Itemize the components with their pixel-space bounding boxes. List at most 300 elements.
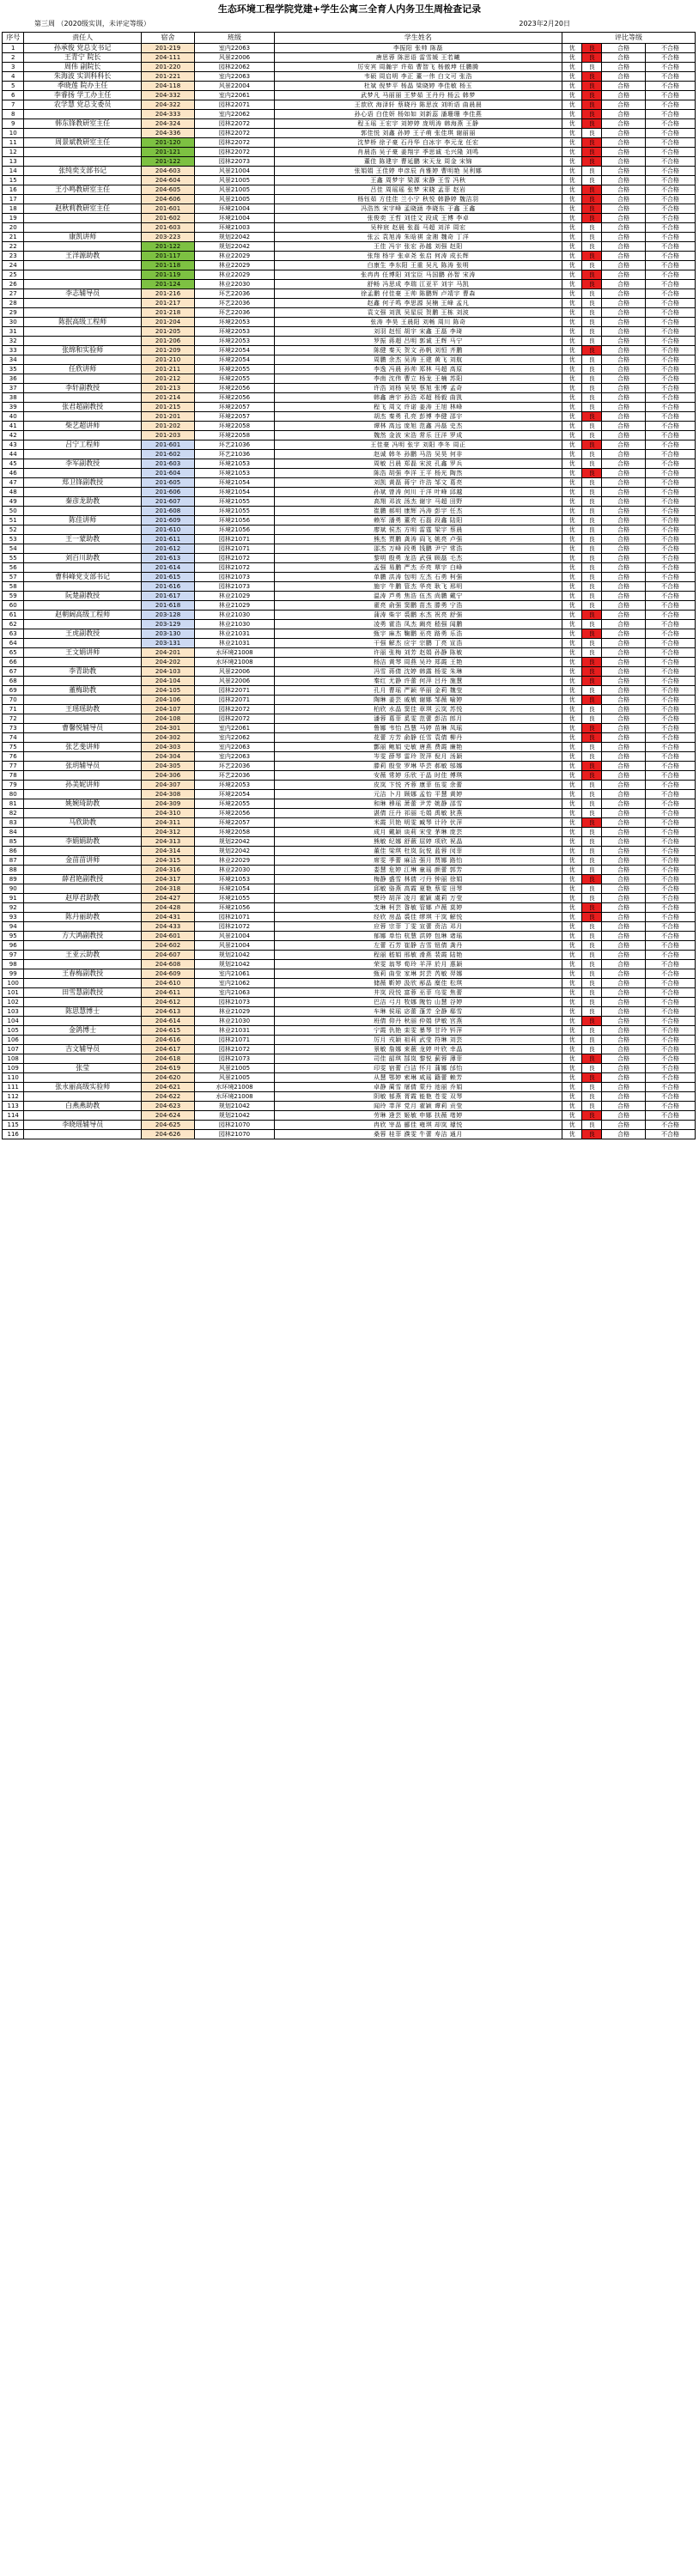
- student-names: 席雯 季蕾 麻洁 强月 贾娜 路怡: [274, 856, 562, 866]
- responsible-person: [24, 1130, 141, 1139]
- rating-liang: 良: [582, 167, 602, 176]
- table-row: [3, 856, 696, 866]
- rating-hege: 合格: [602, 289, 646, 299]
- row-number: 44: [3, 450, 24, 459]
- rating-buhege: 不合格: [646, 696, 696, 705]
- rating-hege: 合格: [602, 913, 646, 922]
- student-names: 车琳 侯瑶 宓蕾 蓬芳 全静 郗雪: [274, 1007, 562, 1017]
- responsible-person: [24, 884, 141, 894]
- rating-you: 优: [562, 100, 582, 110]
- table-row: [3, 516, 696, 526]
- table-row: [3, 563, 696, 573]
- dorm-room: 201-204: [141, 318, 194, 327]
- rating-buhege: 不合格: [646, 119, 696, 129]
- responsible-person: 王一蒙助教: [24, 535, 141, 544]
- dorm-room: 204-607: [141, 951, 194, 960]
- rating-liang: 良: [582, 705, 602, 714]
- table-row: [3, 346, 696, 355]
- class-name: 园林22062: [195, 63, 274, 72]
- rating-liang: 良: [582, 601, 602, 611]
- student-names: 阴敏 郁燕 胥霞 能艳 苍雯 双琴: [274, 1092, 562, 1102]
- class-name: 环艺22036: [195, 762, 274, 771]
- rating-buhege: 不合格: [646, 686, 696, 696]
- inspection-table: [2, 32, 696, 1139]
- rating-hege: 合格: [602, 941, 646, 951]
- dorm-room: 204-428: [141, 903, 194, 913]
- student-names: 冯雪 蒋倩 沈婷 韩露 杨雯 朱琳: [274, 667, 562, 677]
- table-header-row: [3, 33, 696, 44]
- rating-you: 优: [562, 167, 582, 176]
- rating-liang: 良: [582, 1102, 602, 1111]
- student-names: 舒畅 冯思成 李瑞 江亚平 刘宇 马凯: [274, 280, 562, 289]
- responsible-person: 王瑶瑶助教: [24, 705, 141, 714]
- rating-buhege: 不合格: [646, 167, 696, 176]
- rating-you: 优: [562, 894, 582, 903]
- rating-you: 优: [562, 384, 582, 393]
- responsible-person: 王洋源助教: [24, 252, 141, 261]
- rating-buhege: 不合格: [646, 384, 696, 393]
- class-name: 林业21030: [195, 1017, 274, 1026]
- rating-liang: 良: [582, 450, 602, 459]
- rating-buhege: 不合格: [646, 327, 696, 337]
- rating-liang: 良: [582, 941, 602, 951]
- student-names: 宁霞 仇艳 栾雯 暴琴 甘玲 钭萍: [274, 1026, 562, 1036]
- dorm-room: 201-202: [141, 422, 194, 431]
- row-number: 22: [3, 242, 24, 252]
- rating-hege: 合格: [602, 969, 646, 979]
- rating-liang: 良: [582, 497, 602, 507]
- row-number: 99: [3, 969, 24, 979]
- rating-you: 优: [562, 781, 582, 790]
- table-row: [3, 459, 696, 469]
- rating-buhege: 不合格: [646, 488, 696, 497]
- responsible-person: 朱海波 实训科科长: [24, 72, 141, 82]
- rating-hege: 合格: [602, 318, 646, 327]
- rating-you: 优: [562, 440, 582, 450]
- table-row: [3, 554, 696, 563]
- rating-liang: 良: [582, 507, 602, 516]
- responsible-person: 王文娟讲师: [24, 648, 141, 658]
- row-number: 11: [3, 138, 24, 148]
- row-number: 108: [3, 1054, 24, 1064]
- rating-you: 优: [562, 639, 582, 648]
- rating-hege: 合格: [602, 526, 646, 535]
- rating-hege: 合格: [602, 53, 646, 63]
- row-number: 48: [3, 488, 24, 497]
- rating-buhege: 不合格: [646, 100, 696, 110]
- class-name: 林业22030: [195, 280, 274, 289]
- dorm-room: 204-618: [141, 1054, 194, 1064]
- rating-liang: 良: [582, 611, 602, 620]
- rating-hege: 合格: [602, 790, 646, 799]
- rating-hege: 合格: [602, 922, 646, 932]
- class-name: 环境22055: [195, 374, 274, 384]
- rating-you: 优: [562, 979, 582, 988]
- header-no: 序号: [3, 33, 24, 44]
- dorm-room: 204-604: [141, 176, 194, 185]
- class-name: 园林21073: [195, 582, 274, 592]
- class-name: 园林21070: [195, 1130, 274, 1139]
- student-names: 樊玲 胡萍 凌月 霍颖 虞莉 万莹: [274, 894, 562, 903]
- rating-liang: 良: [582, 242, 602, 252]
- table-row: [3, 1102, 696, 1111]
- row-number: 23: [3, 252, 24, 261]
- dorm-room: 201-220: [141, 63, 194, 72]
- row-number: 80: [3, 790, 24, 799]
- row-number: 38: [3, 393, 24, 403]
- rating-liang: 良: [582, 91, 602, 100]
- rating-liang: 良: [582, 53, 602, 63]
- row-number: 32: [3, 337, 24, 346]
- rating-buhege: 不合格: [646, 611, 696, 620]
- rating-hege: 合格: [602, 1102, 646, 1111]
- row-number: 114: [3, 1111, 24, 1121]
- row-number: 56: [3, 563, 24, 573]
- row-number: 103: [3, 1007, 24, 1017]
- table-row: [3, 1036, 696, 1045]
- student-names: 唐思蓉 陈思语 雷雪媛 王若曦: [274, 53, 562, 63]
- rating-you: 优: [562, 554, 582, 563]
- rating-hege: 合格: [602, 497, 646, 507]
- student-names: 张娟娟 王佳婷 申彦辰 肖雅婷 曹明艳 吴利娜: [274, 167, 562, 176]
- table-row: [3, 1054, 696, 1064]
- responsible-person: [24, 714, 141, 724]
- responsible-person: 秦彦龙助教: [24, 497, 141, 507]
- dorm-room: 204-624: [141, 1111, 194, 1121]
- table-row: [3, 658, 696, 667]
- responsible-person: [24, 639, 141, 648]
- rating-liang: 良: [582, 195, 602, 204]
- rating-hege: 合格: [602, 875, 646, 884]
- row-number: 19: [3, 214, 24, 223]
- rating-hege: 合格: [602, 544, 646, 554]
- dorm-room: 204-312: [141, 828, 194, 837]
- student-names: 闻玲 莘萍 党月 翟颖 谭莉 贡莹: [274, 1102, 562, 1111]
- rating-liang: 良: [582, 1111, 602, 1121]
- row-number: 14: [3, 167, 24, 176]
- student-names: 赵鑫 何子鸣 李思源 吴楠 王峰 孟凡: [274, 299, 562, 308]
- rating-hege: 合格: [602, 440, 646, 450]
- dorm-room: 204-609: [141, 969, 194, 979]
- row-number: 107: [3, 1045, 24, 1054]
- dorm-room: 204-611: [141, 988, 194, 998]
- row-number: 2: [3, 53, 24, 63]
- rating-you: 优: [562, 903, 582, 913]
- student-names: 韦硕 周启明 李正 董一伟 白文可 张浩: [274, 72, 562, 82]
- student-names: 陶琳 姜芸 戚敏 谢娜 邹薇 喻婷: [274, 696, 562, 705]
- row-number: 113: [3, 1102, 24, 1111]
- rating-buhege: 不合格: [646, 195, 696, 204]
- table-row: [3, 327, 696, 337]
- student-names: 梅静 盛雪 林倩 刁丹 钟丽 徐娟: [274, 875, 562, 884]
- rating-buhege: 不合格: [646, 299, 696, 308]
- rating-you: 优: [562, 998, 582, 1007]
- rating-liang: 良: [582, 875, 602, 884]
- dorm-room: 201-215: [141, 403, 194, 412]
- rating-hege: 合格: [602, 998, 646, 1007]
- class-name: 园林21072: [195, 1045, 274, 1054]
- row-number: 64: [3, 639, 24, 648]
- rating-hege: 合格: [602, 450, 646, 459]
- rating-hege: 合格: [602, 242, 646, 252]
- rating-liang: 良: [582, 459, 602, 469]
- rating-buhege: 不合格: [646, 951, 696, 960]
- rating-liang: 良: [582, 714, 602, 724]
- row-number: 57: [3, 573, 24, 582]
- rating-buhege: 不合格: [646, 403, 696, 412]
- responsible-person: [24, 658, 141, 667]
- rating-hege: 合格: [602, 932, 646, 941]
- rating-hege: 合格: [602, 960, 646, 969]
- responsible-person: [24, 677, 141, 686]
- responsible-person: 阮楚副教授: [24, 592, 141, 601]
- rating-liang: 良: [582, 554, 602, 563]
- student-names: 张云 袁旭涛 朱晗祺 金湘 魏奇 丁洋: [274, 233, 562, 242]
- student-names: 温涛 芦勇 焦浩 伍杰 尚鹏 戴宁: [274, 592, 562, 601]
- rating-you: 优: [562, 1064, 582, 1073]
- student-names: 米霞 贝艳 明雯 臧琴 计玲 伏萍: [274, 818, 562, 828]
- rating-hege: 合格: [602, 431, 646, 440]
- responsible-person: 吉文辅导员: [24, 1045, 141, 1054]
- student-names: 程玉瑶 王宏宇 刘婷婷 庞明涛 韩海燕 王静: [274, 119, 562, 129]
- rating-buhege: 不合格: [646, 157, 696, 167]
- responsible-person: [24, 1092, 141, 1102]
- row-number: 91: [3, 894, 24, 903]
- rating-you: 优: [562, 847, 582, 856]
- row-number: 53: [3, 535, 24, 544]
- class-name: 室内22061: [195, 91, 274, 100]
- table-row: [3, 478, 696, 488]
- rating-you: 优: [562, 91, 582, 100]
- student-names: 张翔 杨宇 张卓尧 张启 何涛 成长辉: [274, 252, 562, 261]
- rating-you: 优: [562, 629, 582, 639]
- class-name: 规划22042: [195, 242, 274, 252]
- responsible-person: [24, 261, 141, 270]
- student-names: 巴洁 弓月 牧娜 隗怡 山慧 谷婷: [274, 998, 562, 1007]
- rating-you: 优: [562, 1026, 582, 1036]
- responsible-person: [24, 620, 141, 629]
- dorm-room: 204-307: [141, 781, 194, 790]
- student-names: 许丽 张梅 刘芳 赵娟 孙静 陈敏: [274, 648, 562, 658]
- class-name: 环境22056: [195, 384, 274, 393]
- rating-you: 优: [562, 53, 582, 63]
- row-number: 35: [3, 365, 24, 374]
- responsible-person: 康凯讲师: [24, 233, 141, 242]
- responsible-person: 张莹: [24, 1064, 141, 1073]
- rating-buhege: 不合格: [646, 573, 696, 582]
- rating-you: 优: [562, 714, 582, 724]
- dorm-room: 201-217: [141, 299, 194, 308]
- rating-you: 优: [562, 733, 582, 743]
- rating-liang: 良: [582, 979, 602, 988]
- dorm-room: 201-216: [141, 289, 194, 299]
- row-number: 16: [3, 185, 24, 195]
- table-row: [3, 129, 696, 138]
- rating-liang: 良: [582, 903, 602, 913]
- rating-hege: 合格: [602, 677, 646, 686]
- rating-hege: 合格: [602, 818, 646, 828]
- rating-buhege: 不合格: [646, 762, 696, 771]
- rating-buhege: 不合格: [646, 1064, 696, 1073]
- rating-buhege: 不合格: [646, 365, 696, 374]
- class-name: 环境21004: [195, 214, 274, 223]
- row-number: 110: [3, 1073, 24, 1083]
- table-row: [3, 1017, 696, 1026]
- row-number: 39: [3, 403, 24, 412]
- responsible-person: [24, 544, 141, 554]
- dorm-room: 204-608: [141, 960, 194, 969]
- table-row: [3, 667, 696, 677]
- dorm-room: 201-616: [141, 582, 194, 592]
- row-number: 66: [3, 658, 24, 667]
- dorm-room: 204-310: [141, 809, 194, 818]
- student-names: 和琳 穆瑶 萧蕾 尹芳 姚静 邵雪: [274, 799, 562, 809]
- rating-buhege: 不合格: [646, 639, 696, 648]
- row-number: 84: [3, 828, 24, 837]
- rating-liang: 良: [582, 677, 602, 686]
- dorm-room: 204-625: [141, 1121, 194, 1130]
- table-row: [3, 866, 696, 875]
- rating-hege: 合格: [602, 620, 646, 629]
- table-row: [3, 1026, 696, 1036]
- rating-hege: 合格: [602, 573, 646, 582]
- rating-hege: 合格: [602, 138, 646, 148]
- rating-buhege: 不合格: [646, 894, 696, 903]
- student-names: 赖军 潘勇 董亮 石磊 段鑫 陆阳: [274, 516, 562, 526]
- responsible-person: [24, 696, 141, 705]
- rating-hege: 合格: [602, 488, 646, 497]
- rating-you: 优: [562, 884, 582, 894]
- row-number: 97: [3, 951, 24, 960]
- class-name: 室内22063: [195, 44, 274, 53]
- dorm-room: 201-603: [141, 459, 194, 469]
- dorm-room: 204-311: [141, 818, 194, 828]
- dorm-room: 204-623: [141, 1102, 194, 1111]
- dorm-room: 204-308: [141, 790, 194, 799]
- date-label: 2023年2月20日: [519, 20, 570, 27]
- dorm-room: 204-202: [141, 658, 194, 667]
- class-name: 环境22054: [195, 355, 274, 365]
- table-row: [3, 969, 696, 979]
- student-names: 刘凯 黄磊 蒋宁 许浩 邹文 葛亮: [274, 478, 562, 488]
- dorm-room: 201-203: [141, 431, 194, 440]
- dorm-room: 204-314: [141, 847, 194, 856]
- responsible-person: [24, 847, 141, 856]
- rating-buhege: 不合格: [646, 620, 696, 629]
- student-names: 单鹏 洪涛 包明 左杰 石勇 柯强: [274, 573, 562, 582]
- rating-you: 优: [562, 1130, 582, 1139]
- rating-buhege: 不合格: [646, 1083, 696, 1092]
- rating-liang: 良: [582, 743, 602, 752]
- dorm-room: 204-621: [141, 1083, 194, 1092]
- rating-hege: 合格: [602, 261, 646, 270]
- class-name: 林业21030: [195, 620, 274, 629]
- rating-you: 优: [562, 705, 582, 714]
- table-row: [3, 1007, 696, 1017]
- row-number: 86: [3, 847, 24, 856]
- student-names: 酆丽 鲍娟 史敏 唐燕 费霞 廉艳: [274, 743, 562, 752]
- class-name: 园林22073: [195, 157, 274, 167]
- dorm-room: 201-218: [141, 308, 194, 318]
- rating-hege: 合格: [602, 771, 646, 781]
- rating-hege: 合格: [602, 1007, 646, 1017]
- student-names: 周鹏 余杰 吴涛 王建 黄飞 刘航: [274, 355, 562, 365]
- table-row: [3, 299, 696, 308]
- student-names: 肖晨浩 吴子豪 姜翔宇 季思诚 毛兴隆 刘鸣: [274, 148, 562, 157]
- responsible-person: [24, 1036, 141, 1045]
- rating-hege: 合格: [602, 639, 646, 648]
- header-students: 学生姓名: [274, 33, 562, 44]
- rating-liang: 良: [582, 582, 602, 592]
- rating-you: 优: [562, 374, 582, 384]
- rating-hege: 合格: [602, 516, 646, 526]
- rating-buhege: 不合格: [646, 837, 696, 847]
- row-number: 4: [3, 72, 24, 82]
- table-row: [3, 601, 696, 611]
- table-row: [3, 195, 696, 204]
- class-name: 林业22030: [195, 866, 274, 875]
- responsible-person: 曹科峰党支部书记: [24, 573, 141, 582]
- dorm-room: 204-303: [141, 743, 194, 752]
- class-name: 环境21056: [195, 516, 274, 526]
- table-row: [3, 1083, 696, 1092]
- dorm-room: 204-201: [141, 648, 194, 658]
- rating-hege: 合格: [602, 856, 646, 866]
- dorm-room: 201-618: [141, 601, 194, 611]
- dorm-room: 204-305: [141, 762, 194, 771]
- rating-liang: 良: [582, 1130, 602, 1139]
- student-names: 干强 解杰 应宇 宗鹏 丁亮 宣浩: [274, 639, 562, 648]
- dorm-room: 201-117: [141, 252, 194, 261]
- rating-liang: 良: [582, 384, 602, 393]
- class-name: 园林22072: [195, 129, 274, 138]
- rating-hege: 合格: [602, 422, 646, 431]
- row-number: 25: [3, 270, 24, 280]
- rating-you: 优: [562, 365, 582, 374]
- rating-hege: 合格: [602, 1045, 646, 1054]
- row-number: 111: [3, 1083, 24, 1092]
- responsible-person: 李志辅导员: [24, 289, 141, 299]
- sheet-title: 生态环境工程学院党建+学生公寓三全育人内务卫生周检查记录: [217, 3, 482, 15]
- row-number: 71: [3, 705, 24, 714]
- rating-you: 优: [562, 1054, 582, 1064]
- rating-liang: 良: [582, 355, 602, 365]
- rating-you: 优: [562, 611, 582, 620]
- class-name: 风景21005: [195, 176, 274, 185]
- rating-buhege: 不合格: [646, 818, 696, 828]
- table-row: [3, 318, 696, 327]
- responsible-person: 农学慧 党总支委员: [24, 100, 141, 110]
- rating-buhege: 不合格: [646, 535, 696, 544]
- responsible-person: [24, 828, 141, 837]
- rating-buhege: 不合格: [646, 204, 696, 214]
- row-number: 13: [3, 157, 24, 167]
- rating-you: 优: [562, 1092, 582, 1102]
- responsible-person: [24, 242, 141, 252]
- class-name: 环艺22036: [195, 299, 274, 308]
- student-names: 王佳豪 冯明 张宇 刘阳 李冬 周正: [274, 440, 562, 450]
- responsible-person: 张艺斐讲师: [24, 743, 141, 752]
- responsible-person: 郑卫锋副教授: [24, 478, 141, 488]
- class-name: 园林22072: [195, 714, 274, 724]
- student-names: 董佳 梁琪 杜岚 阮悦 蓝蓉 闵菲: [274, 847, 562, 856]
- rating-buhege: 不合格: [646, 592, 696, 601]
- dorm-room: 201-602: [141, 450, 194, 459]
- class-name: 园林21071: [195, 1036, 274, 1045]
- class-name: 环境21004: [195, 204, 274, 214]
- responsible-person: [24, 431, 141, 440]
- class-name: 林业22029: [195, 261, 274, 270]
